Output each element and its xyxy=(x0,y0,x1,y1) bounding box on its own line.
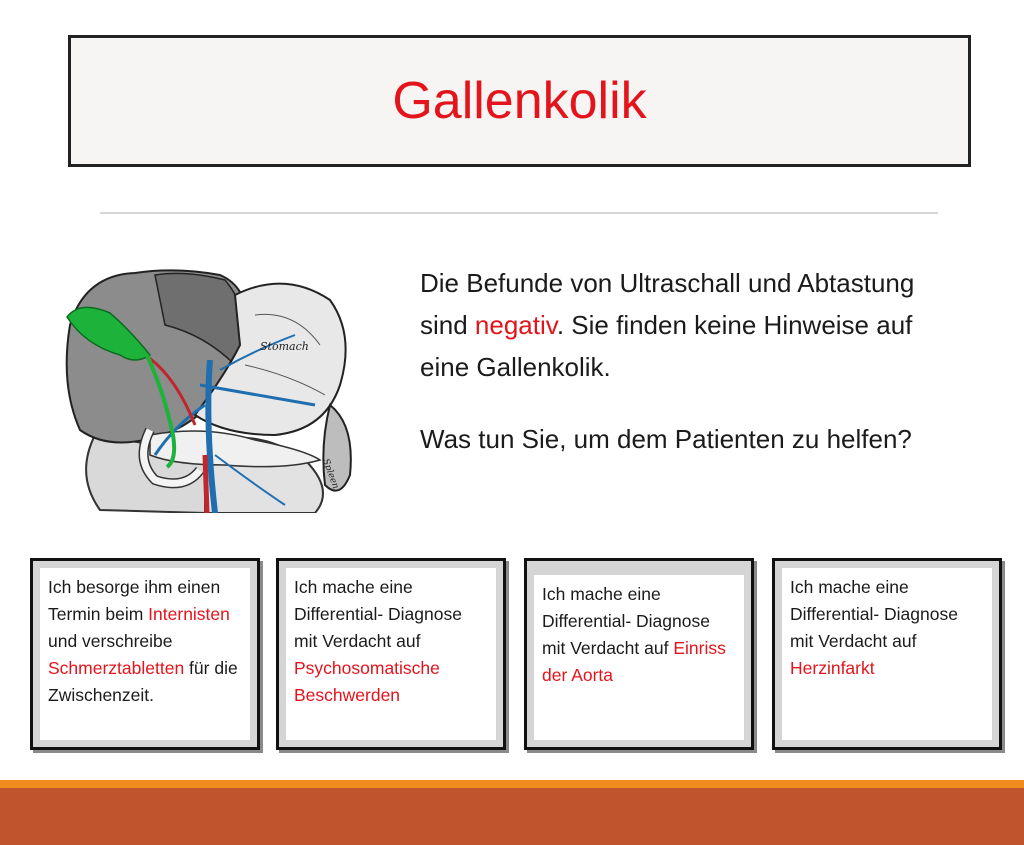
svg-text:Stomach: Stomach xyxy=(260,340,309,353)
negative-highlight: negativ xyxy=(474,310,557,340)
footer-bar xyxy=(0,788,1024,845)
anatomy-illustration-icon xyxy=(55,255,355,513)
footer-accent-bar xyxy=(0,780,1024,788)
findings-paragraph: Die Befunde von Ultraschall und Abtastung sind negativ. Sie finden keine Hinweise auf eine Gallenkolik. xyxy=(420,268,915,382)
option-card-text: Ich besorge ihm einen Termin beim Internisten und verschreibe Schmerztabletten für die Zwischenzeit. xyxy=(40,568,250,740)
case-text xyxy=(420,262,960,460)
divider xyxy=(100,212,938,214)
option-card-text: Ich mache eine Differential- Diagnose mit Verdacht auf Herzinfarkt xyxy=(782,568,992,740)
question-paragraph: Was tun Sie, um dem Patienten zu helfen? xyxy=(420,424,912,454)
option-card-psychosomatic[interactable] xyxy=(276,558,506,750)
option-card-heart-attack[interactable] xyxy=(772,558,1002,750)
title-box xyxy=(68,35,971,167)
option-card-text: Ich mache eine Differential- Diagnose mit Verdacht auf Einriss der Aorta xyxy=(534,575,744,740)
slide-title: Gallenkolik xyxy=(392,72,647,130)
option-card-aortic-tear[interactable] xyxy=(524,558,754,750)
option-card-text: Ich mache eine Differential- Diagnose mit Verdacht auf Psychosomatische Beschwerden xyxy=(286,568,496,740)
option-card-internist[interactable] xyxy=(30,558,260,750)
svg-text:Spleen: Spleen xyxy=(320,457,341,491)
